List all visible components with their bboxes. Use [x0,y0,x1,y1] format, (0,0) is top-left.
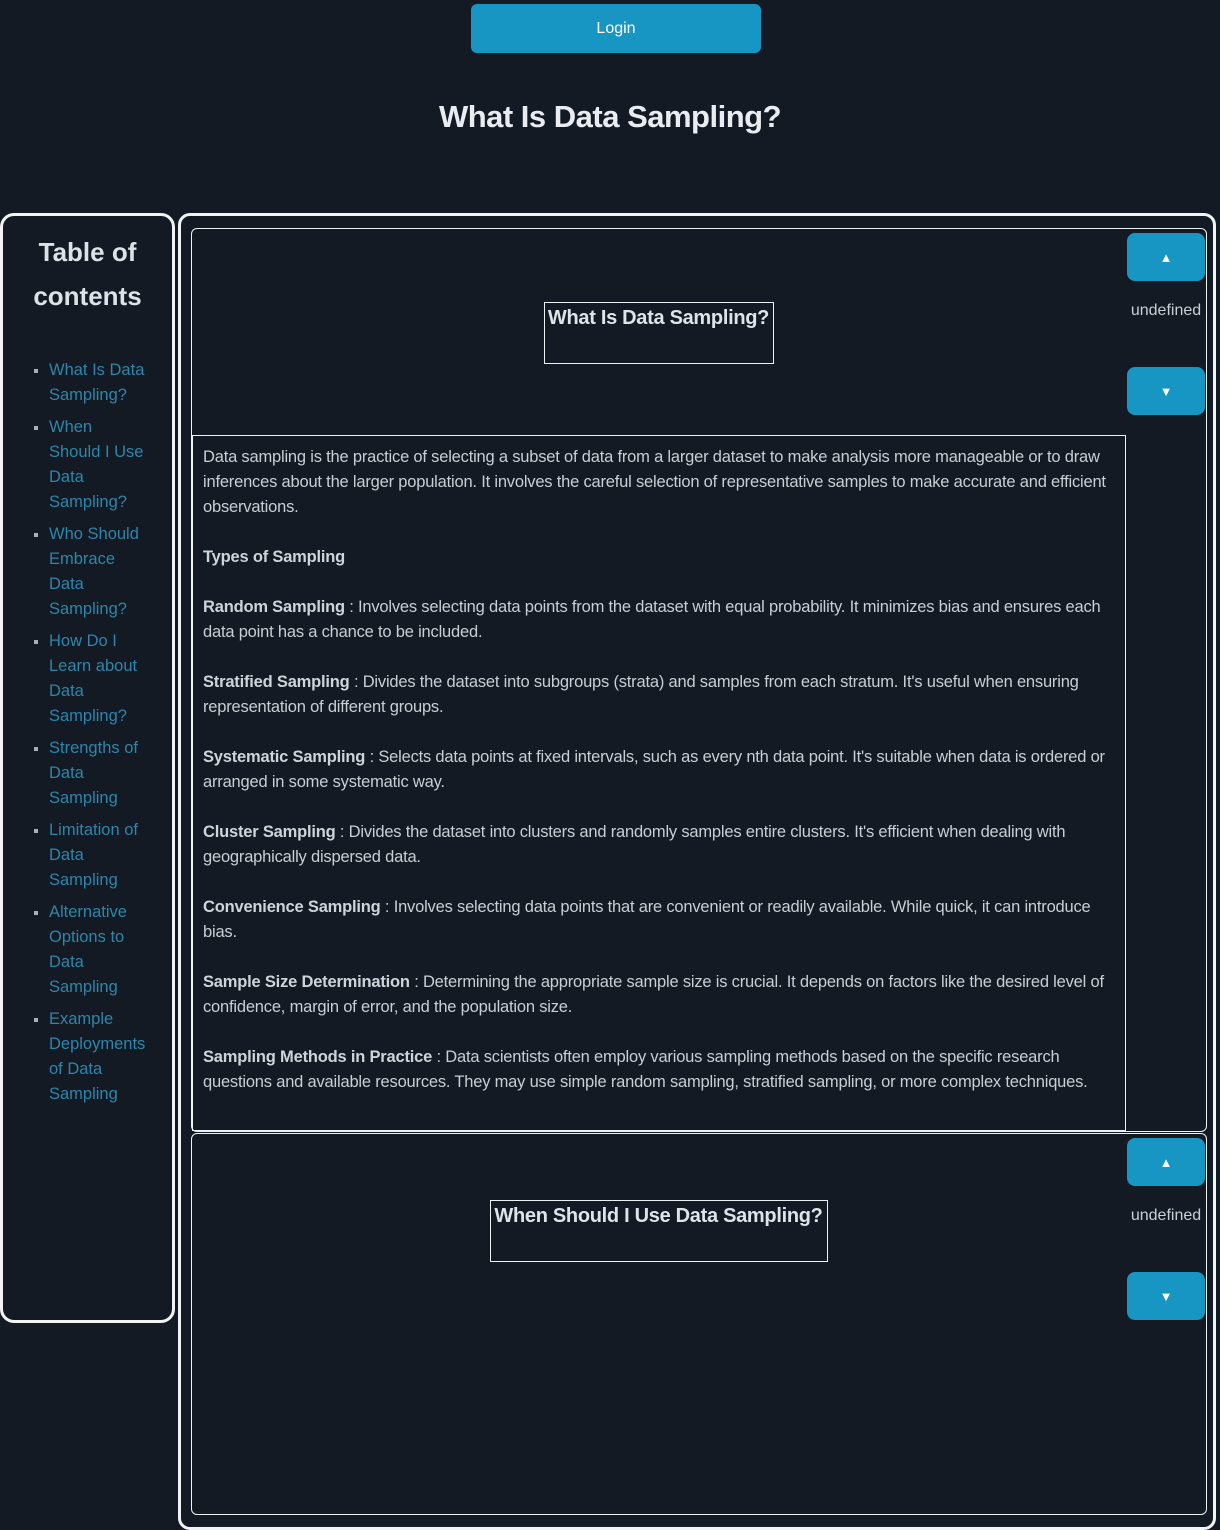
section-nav-rail [1126,229,1206,1131]
section-heading-box [544,302,774,364]
paragraph-lead: Random Sampling [203,598,345,616]
toc-link[interactable]: Who Should Embrace Data Sampling? [49,525,139,618]
body-paragraph [203,545,1113,570]
paragraph-text: : Selects data points at fixed intervals, such as every nth data point. It's suitable when data is ordered or arranged in some systematic way. [203,748,1105,791]
paragraph-lead: Sample Size Determination [203,973,410,991]
main-panel [178,213,1216,1530]
paragraph-text: : Determining the appropriate sample size is crucial. It depends on factors like the desired level of confidence, margin of error, and the population size. [203,973,1104,1016]
paragraph-text: Data sampling is the practice of selecting a subset of data from a larger dataset to make analysis more manageable or to draw inferences about the larger population. It involves the careful selection of representative samples to make accurate and efficient observations. [203,448,1106,516]
section-body [192,435,1126,1131]
body-paragraph [203,745,1113,795]
paragraph-lead: Stratified Sampling [203,673,350,691]
content-columns [0,213,1220,1530]
up-arrow-icon: ▲ [1159,1154,1173,1170]
toc-item [49,736,146,811]
toc-item [49,358,146,408]
toc-link[interactable]: Example Deployments of Data Sampling [49,1010,146,1103]
toc-link[interactable]: When Should I Use Data Sampling? [49,418,144,511]
section-heading-row [192,1134,1126,1262]
toc-link[interactable]: Limitation of Data Sampling [49,821,138,889]
paragraph-text: : Divides the dataset into subgroups (strata) and samples from each stratum. It's useful when ensuring representation of different groups. [203,673,1079,716]
page-title: What Is Data Sampling? [438,99,782,134]
body-paragraph [203,895,1113,945]
rail-undefined-label: undefined [1130,1207,1202,1224]
section-heading: When Should I Use Data Sampling? [494,1205,823,1227]
paragraph-lead: Cluster Sampling [203,823,336,841]
toc-link[interactable]: Alternative Options to Data Sampling [49,903,127,996]
rail-undefined-label: undefined [1130,302,1202,319]
toc-title: Table of contents [33,237,142,311]
section-nav-rail [1126,1134,1206,1514]
down-arrow-icon: ▼ [1159,383,1173,399]
toc-link[interactable]: Strengths of Data Sampling [49,739,138,807]
section-heading: What Is Data Sampling? [547,307,770,329]
paragraph-lead: Sampling Methods in Practice [203,1048,433,1066]
down-arrow-icon: ▼ [1159,1288,1173,1304]
section-what-is-data-sampling [191,228,1207,1132]
scroll-up-button[interactable] [1127,233,1205,281]
body-paragraph [203,670,1113,720]
toc-item [49,1007,146,1107]
table-of-contents [0,213,175,1323]
toc-link[interactable]: What Is Data Sampling? [49,361,145,404]
paragraph-lead: Convenience Sampling [203,898,381,916]
section-heading-row [192,229,1126,364]
toc-item [49,522,146,622]
scroll-up-button[interactable] [1127,1138,1205,1186]
section-content [192,229,1126,1131]
toc-list [29,358,146,1107]
body-paragraph [203,1045,1113,1095]
toc-link[interactable]: How Do I Learn about Data Sampling? [49,632,138,725]
body-paragraph [203,970,1113,1020]
paragraph-text: : Divides the dataset into clusters and randomly samples entire clusters. It's efficient when dealing with geographically dispersed data. [203,823,1066,866]
body-paragraph [203,445,1113,520]
section-heading-box [490,1200,827,1262]
toc-item [49,415,146,515]
body-paragraph [203,820,1113,870]
section-when-should-i-use-data-sampling [191,1133,1207,1515]
paragraph-lead: Types of Sampling [203,548,346,566]
toc-item [49,629,146,729]
up-arrow-icon: ▲ [1159,249,1173,265]
section-content [192,1134,1126,1514]
paragraph-text: : Involves selecting data points that are convenient or readily available. While quick, it can introduce bias. [203,898,1091,941]
paragraph-lead: Systematic Sampling [203,748,366,766]
scroll-down-button[interactable] [1127,1272,1205,1320]
paragraph-text: : Involves selecting data points from the dataset with equal probability. It minimizes bias and ensures each data point has a chance to be included. [203,598,1101,641]
paragraph-text: : Data scientists often employ various sampling methods based on the specific research questions and available resources. They may use simple random sampling, stratified sampling, or more complex techniques. [203,1048,1088,1091]
body-paragraph [203,595,1113,645]
toc-item [49,818,146,893]
login-button[interactable]: Login [471,4,761,53]
toc-item [49,900,146,1000]
scroll-down-button[interactable] [1127,367,1205,415]
